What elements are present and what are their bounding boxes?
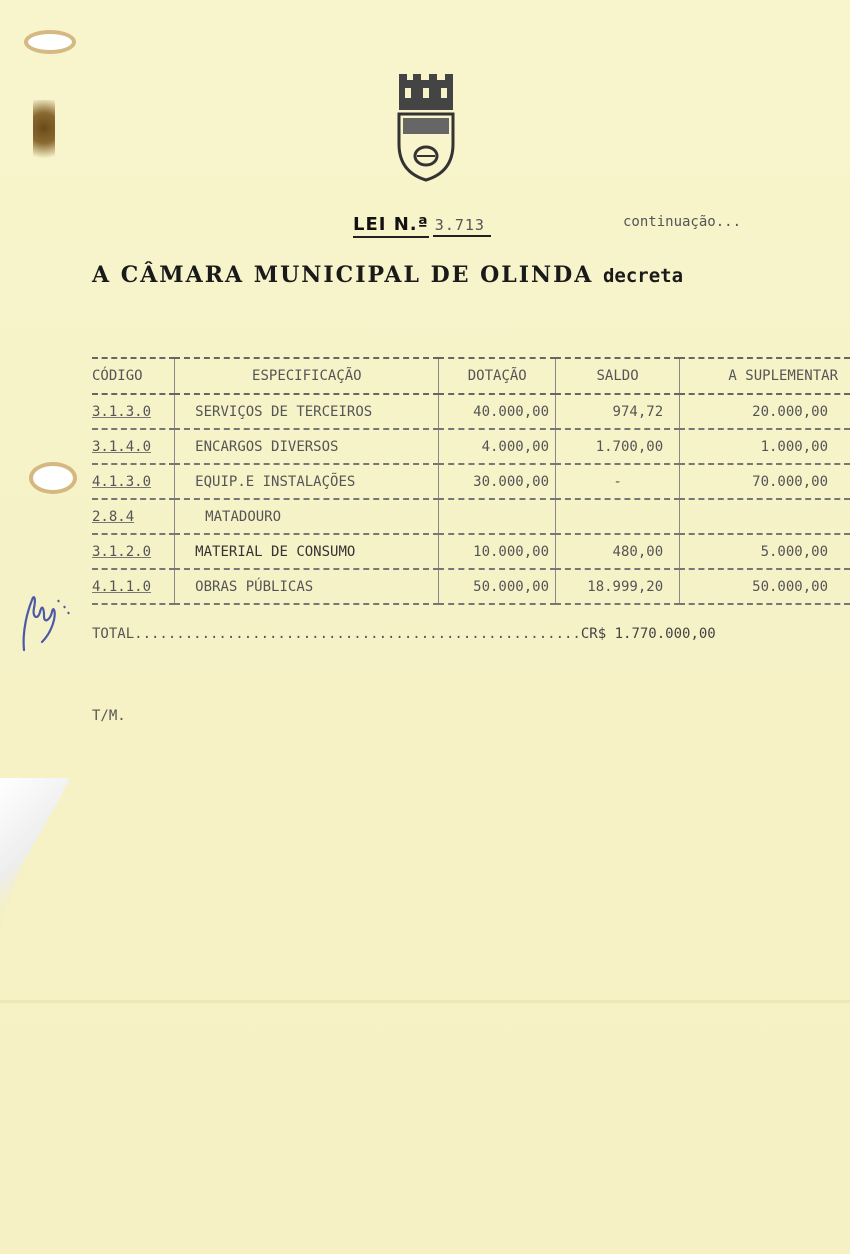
cell-codigo: 3.1.4.0 (92, 438, 152, 455)
col-especificacao: ESPECIFICAÇÃO (175, 358, 439, 394)
law-label: LEI N.ª (353, 214, 429, 238)
col-saldo: SALDO (556, 358, 680, 394)
table-row (92, 429, 850, 464)
cell-suplementar: 20.000,00 (680, 394, 850, 429)
punch-hole (28, 34, 72, 50)
table-header-row (92, 358, 850, 394)
cell-codigo: 4.1.1.0 (92, 578, 152, 595)
cell-codigo: 3.1.3.0 (92, 403, 152, 420)
cell-especificacao: MATERIAL DE CONSUMO (175, 534, 439, 569)
col-dotacao: DOTAÇÃO (439, 358, 556, 394)
cell-suplementar: 1.000,00 (680, 429, 850, 464)
rust-stain (33, 100, 55, 170)
cell-dotacao: 10.000,00 (439, 534, 556, 569)
continuation-note: continuação... (623, 214, 742, 230)
cell-saldo (556, 499, 680, 534)
budget-table (92, 357, 850, 605)
cell-dotacao: 4.000,00 (439, 429, 556, 464)
total-line (92, 626, 716, 642)
law-title (353, 214, 491, 235)
coat-of-arms-icon (395, 72, 457, 182)
cell-saldo: 974,72 (556, 394, 680, 429)
table-row (92, 499, 850, 534)
cell-suplementar: 70.000,00 (680, 464, 850, 499)
col-suplementar: A SUPLEMENTAR (680, 358, 850, 394)
cell-especificacao: EQUIP.E INSTALAÇÕES (175, 464, 439, 499)
decree-suffix: decreta (602, 265, 684, 287)
cell-especificacao: OBRAS PÚBLICAS (175, 569, 439, 604)
cell-saldo: 480,00 (556, 534, 680, 569)
cell-saldo: - (556, 464, 680, 499)
cell-dotacao: 40.000,00 (439, 394, 556, 429)
cell-suplementar: 50.000,00 (680, 569, 850, 604)
col-codigo: CÓDIGO (92, 368, 143, 384)
cell-saldo: 1.700,00 (556, 429, 680, 464)
decree-text: A CÂMARA MUNICIPAL DE OLINDA (92, 262, 594, 288)
cell-dotacao: 30.000,00 (439, 464, 556, 499)
decree-heading (92, 262, 683, 288)
cell-codigo: 2.8.4 (92, 508, 135, 525)
cell-codigo: 4.1.3.0 (92, 473, 152, 490)
cell-saldo: 18.999,20 (556, 569, 680, 604)
table-row (92, 534, 850, 569)
law-number: 3.713 (433, 216, 491, 237)
cell-especificacao: MATADOURO (175, 499, 439, 534)
table-row (92, 569, 850, 604)
cell-especificacao: SERVIÇOS DE TERCEIROS (175, 394, 439, 429)
cell-suplementar: 5.000,00 (680, 534, 850, 569)
handwritten-signature (18, 590, 78, 660)
total-amount: CR$ 1.770.000,00 (580, 626, 716, 642)
typist-initials: T/M. (92, 708, 126, 724)
table-row (92, 464, 850, 499)
paper-fold (0, 1000, 850, 1003)
table-row (92, 394, 850, 429)
total-label: TOTAL..................................................... (92, 626, 581, 642)
cell-codigo: 3.1.2.0 (92, 543, 152, 560)
cell-dotacao: 50.000,00 (439, 569, 556, 604)
cell-especificacao: ENCARGOS DIVERSOS (175, 429, 439, 464)
cell-dotacao (439, 499, 556, 534)
cell-suplementar (680, 499, 850, 534)
punch-hole (33, 466, 73, 490)
